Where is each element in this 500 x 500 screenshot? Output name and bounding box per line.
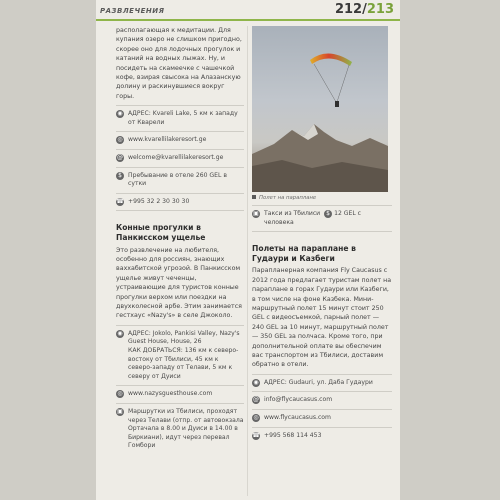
page-number-separator: / bbox=[362, 2, 367, 17]
caption-bullet-icon bbox=[252, 195, 256, 199]
separator bbox=[116, 385, 244, 386]
kvareli-description: располагающая к медитации. Для купания озеро не слишком пригодно, скорее оно для лодочных прогулок и катаний на водных лыжах. Ну, и посидеть на скамеечке с чашечкой кофе, взирая свысока на Алазанскую долину и раскинувшиеся вокруг горы. bbox=[116, 27, 242, 100]
pankisi-how-to-get-text: КАК ДОБРАТЬСЯ: 136 км к северо-востоку от Тбилиси, 45 км к северо-западу от Телави, 5 км к северу от Дуиси bbox=[128, 347, 239, 380]
paragliding-email-text[interactable]: info@flycaucasus.com bbox=[264, 396, 333, 404]
paragliding-heading: Полеты на параплане в Гудаури и Казбеги bbox=[252, 244, 356, 263]
left-column bbox=[116, 26, 244, 451]
separator bbox=[252, 231, 392, 232]
paragliding-address-text: АДРЕС: Gudauri, ул. Даба Гудаури bbox=[264, 378, 373, 386]
kvareli-website-text[interactable]: www.kvarellilakeresort.ge bbox=[128, 136, 207, 144]
separator bbox=[116, 193, 244, 194]
pankisi-website[interactable] bbox=[116, 390, 244, 399]
separator bbox=[252, 374, 392, 375]
right-column bbox=[252, 26, 392, 440]
guidebook-page bbox=[96, 0, 400, 500]
kvareli-address-text: АДРЕС: Kvareli Lake, 5 км к западу от Кварели bbox=[128, 110, 238, 126]
pankisi-description: Это развлечение на любителя, особенно для россиян, знающих ваххабитской угрозой. В Панкисском ущелье живут чеченцы, устраивающие для туристов конные прогулки верхом или поездки на двухколесной арбе. Этим занимается гестхаус «Nazy's» в селе Джоколо. bbox=[116, 246, 242, 320]
kvareli-phone[interactable] bbox=[116, 198, 244, 207]
separator bbox=[252, 409, 392, 410]
paragliding-website[interactable] bbox=[252, 414, 392, 423]
page-header bbox=[96, 0, 400, 22]
paragliding-description: Парапланерная компания Fly Caucasus с 2012 года предлагает туристам полет на параплане в горах Гудаури или Казбеги, в том числе на фоне Казбека. Мини-маршрутный полет 15 минут стоит 250 GEL с видеосъемкой, парный полет — 240 GEL за 10 минут, маршрутный полет — 350 GEL за полчаса. Кроме того, при дополнительной оплате вы обеспечим вас транспортом из Тбилиси, доставим обратно в отели. bbox=[252, 267, 392, 369]
kvareli-address bbox=[116, 110, 244, 127]
kvareli-email[interactable] bbox=[116, 154, 244, 163]
separator bbox=[116, 325, 244, 326]
separator bbox=[116, 131, 244, 132]
price-tag-icon: $ bbox=[324, 210, 332, 218]
pankisi-address bbox=[116, 330, 244, 382]
kvareli-email-text[interactable]: welcome@kvarellilakeresort.ge bbox=[128, 154, 224, 162]
kvareli-website[interactable] bbox=[116, 136, 244, 145]
page-number-current: 212 bbox=[334, 2, 363, 17]
car-icon: ▣ bbox=[253, 210, 259, 217]
section-label: РАЗВЛЕЧЕНИЯ bbox=[100, 7, 165, 15]
location-pin-icon: ◉ bbox=[117, 110, 123, 118]
pilot-figure bbox=[335, 101, 339, 107]
paraglider-wing bbox=[310, 53, 352, 66]
paragliding-phone[interactable] bbox=[252, 432, 392, 441]
separator bbox=[116, 105, 244, 106]
separator bbox=[116, 210, 244, 211]
paragliding-phone-text[interactable]: +995 568 114 453 bbox=[264, 431, 322, 439]
kvareli-phone-text[interactable]: +995 32 2 30 30 30 bbox=[128, 197, 190, 205]
kvareli-price bbox=[116, 172, 244, 189]
taxi-text: Такси из Тбилиси bbox=[264, 210, 321, 217]
paragliding-email[interactable] bbox=[252, 396, 392, 405]
header-rule bbox=[96, 19, 400, 21]
bus-icon: ▣ bbox=[117, 408, 123, 415]
location-pin-icon: ◉ bbox=[117, 329, 123, 337]
at-sign-icon: @ bbox=[117, 154, 123, 162]
separator bbox=[252, 427, 392, 428]
page-number-next: 213 bbox=[366, 2, 394, 17]
page-numbers bbox=[335, 2, 394, 17]
pankisi-website-text[interactable]: www.nazysguesthouse.com bbox=[128, 390, 213, 398]
column-divider bbox=[247, 26, 248, 496]
paragliding-address bbox=[252, 379, 392, 388]
phone-icon: ☎ bbox=[252, 431, 260, 439]
phone-icon: ☎ bbox=[116, 197, 124, 205]
photo-caption-text: Полет на параплане bbox=[259, 195, 317, 201]
pankisi-address-text: АДРЕС: Jokolo, Pankisi Valley, Nazy's Guest House, House, 26 bbox=[128, 329, 240, 346]
mountain-scene-illustration bbox=[252, 26, 388, 192]
pankisi-transport bbox=[116, 408, 244, 451]
separator bbox=[116, 167, 244, 168]
globe-icon: ◎ bbox=[117, 136, 123, 144]
kvareli-price-text: Пребывание в отеле 260 GEL в сутки bbox=[128, 171, 227, 188]
price-tag-icon: $ bbox=[116, 172, 124, 180]
paragliding-website-text[interactable]: www.flycaucasus.com bbox=[264, 414, 331, 422]
taxi-price-text: 12 GEL с человека bbox=[264, 210, 362, 226]
separator bbox=[252, 205, 392, 206]
pankisi-transport-text: Маршрутки из Тбилиси, проходят через Телави (отпр. от автовокзала Ортачала в 8.00 и Дуиси в 14.00 в Биркиани), идут через перевал Гомбори bbox=[128, 408, 244, 450]
paraglider-photo bbox=[252, 26, 388, 192]
globe-icon: ◎ bbox=[253, 414, 259, 422]
separator bbox=[252, 391, 392, 392]
location-pin-icon: ◉ bbox=[253, 378, 259, 386]
separator bbox=[116, 149, 244, 150]
taxi-info bbox=[252, 210, 392, 227]
separator bbox=[116, 403, 244, 404]
pankisi-heading: Конные прогулки в Панкисском ущелье bbox=[116, 223, 206, 242]
at-sign-icon: @ bbox=[253, 396, 259, 404]
photo-caption bbox=[252, 195, 392, 201]
globe-icon: ◎ bbox=[117, 390, 123, 398]
